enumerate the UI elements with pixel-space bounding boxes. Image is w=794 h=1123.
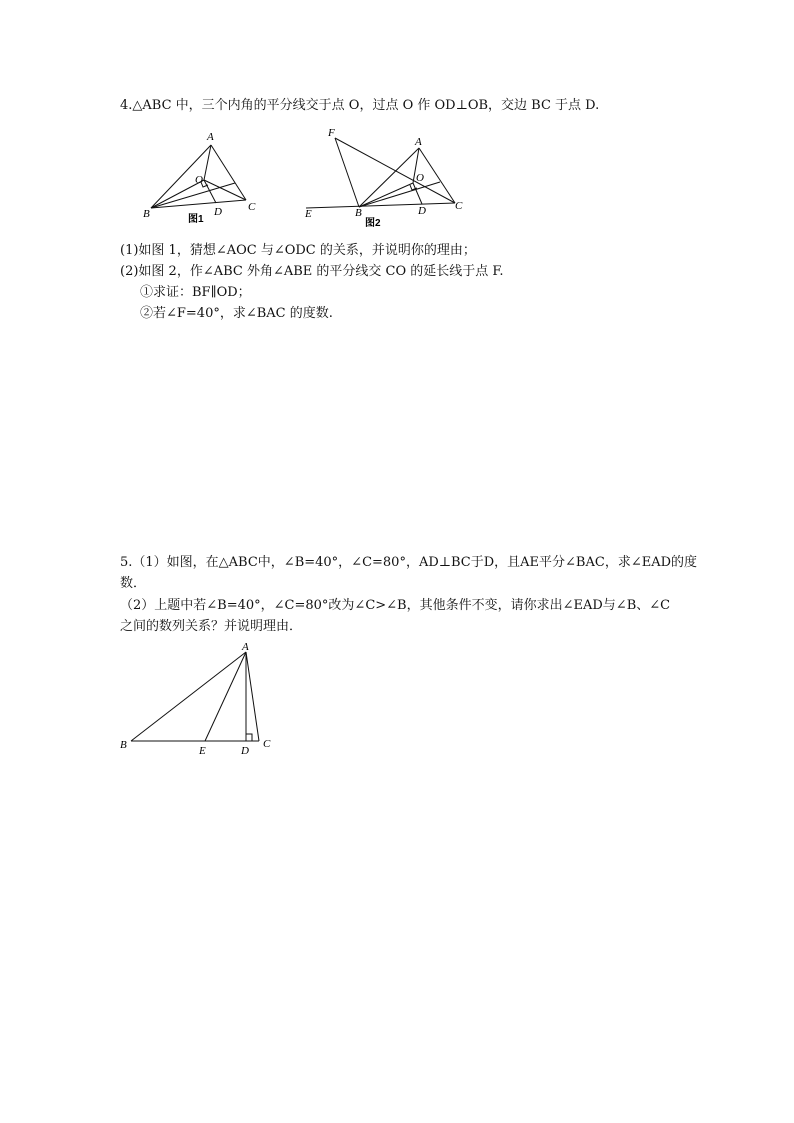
fig5-right-angle-mark [246, 734, 252, 741]
fig5-label-a: A [242, 641, 249, 653]
problem4-figure2 [300, 125, 480, 230]
problem5-figure [115, 637, 285, 757]
problem4-q1: (1)如图 1，猜想∠AOC 与∠ODC 的关系，并说明你的理由； [120, 243, 476, 258]
fig2-segment-bo [359, 183, 413, 207]
fig5-side-ac [246, 652, 259, 741]
fig1-label-d: D [214, 206, 222, 218]
fig2-segment-bf [335, 138, 359, 207]
fig2-segment-od [413, 183, 422, 204]
fig5-label-d: D [241, 745, 249, 757]
problem5-line4: 之间的数列关系？并说明理由． [120, 619, 303, 634]
fig2-side-ac [419, 148, 455, 203]
fig2-label-e: E [305, 208, 312, 220]
fig1-label-o: O [195, 174, 203, 186]
fig1-caption: 图1 [188, 214, 204, 225]
fig2-label-c: C [455, 200, 463, 212]
fig5-side-ab [131, 652, 246, 741]
fig5-label-b: B [120, 739, 127, 751]
problem4-q2-part1: ①求证：BF∥OD； [140, 285, 251, 300]
fig5-segment-ae [205, 652, 246, 741]
fig2-caption: 图2 [365, 218, 381, 229]
problem5-line1: 5.（1）如图，在△ABC中，∠B=40°，∠C=80°，AD⊥BC于D，且AE平分∠BAC，求∠EAD的度 [120, 555, 698, 570]
fig1-segment-ao [204, 145, 211, 180]
fig1-label-a: A [207, 131, 214, 143]
fig2-label-d: D [418, 205, 426, 217]
fig2-label-a: A [415, 136, 422, 148]
fig2-label-b: B [355, 207, 362, 219]
fig2-line-ec [306, 203, 455, 208]
fig5-label-c: C [263, 738, 271, 750]
fig2-segment-cf [335, 138, 455, 203]
problem4-q2: (2)如图 2，作∠ABC 外角∠ABE 的平分线交 CO 的延长线于点 F. [120, 264, 504, 279]
problem5-line2: 数． [120, 576, 147, 591]
fig2-label-o: O [416, 172, 424, 184]
problem4-figure1 [140, 128, 270, 228]
fig1-label-c: C [248, 201, 256, 213]
fig5-label-e: E [199, 745, 206, 757]
fig1-label-b: B [143, 208, 150, 220]
problem4-statement: 4.△ABC 中，三个内角的平分线交于点 O，过点 O 作 OD⊥OB，交边 BC 于点 D. [120, 98, 600, 113]
problem5-line3: （2）上题中若∠B=40°，∠C=80°改为∠C>∠B，其他条件不变，请你求出∠EAD与∠B、∠C [120, 598, 671, 613]
problem4-q2-part2: ②若∠F=40°，求∠BAC 的度数. [140, 306, 333, 321]
fig2-label-f: F [328, 127, 335, 139]
